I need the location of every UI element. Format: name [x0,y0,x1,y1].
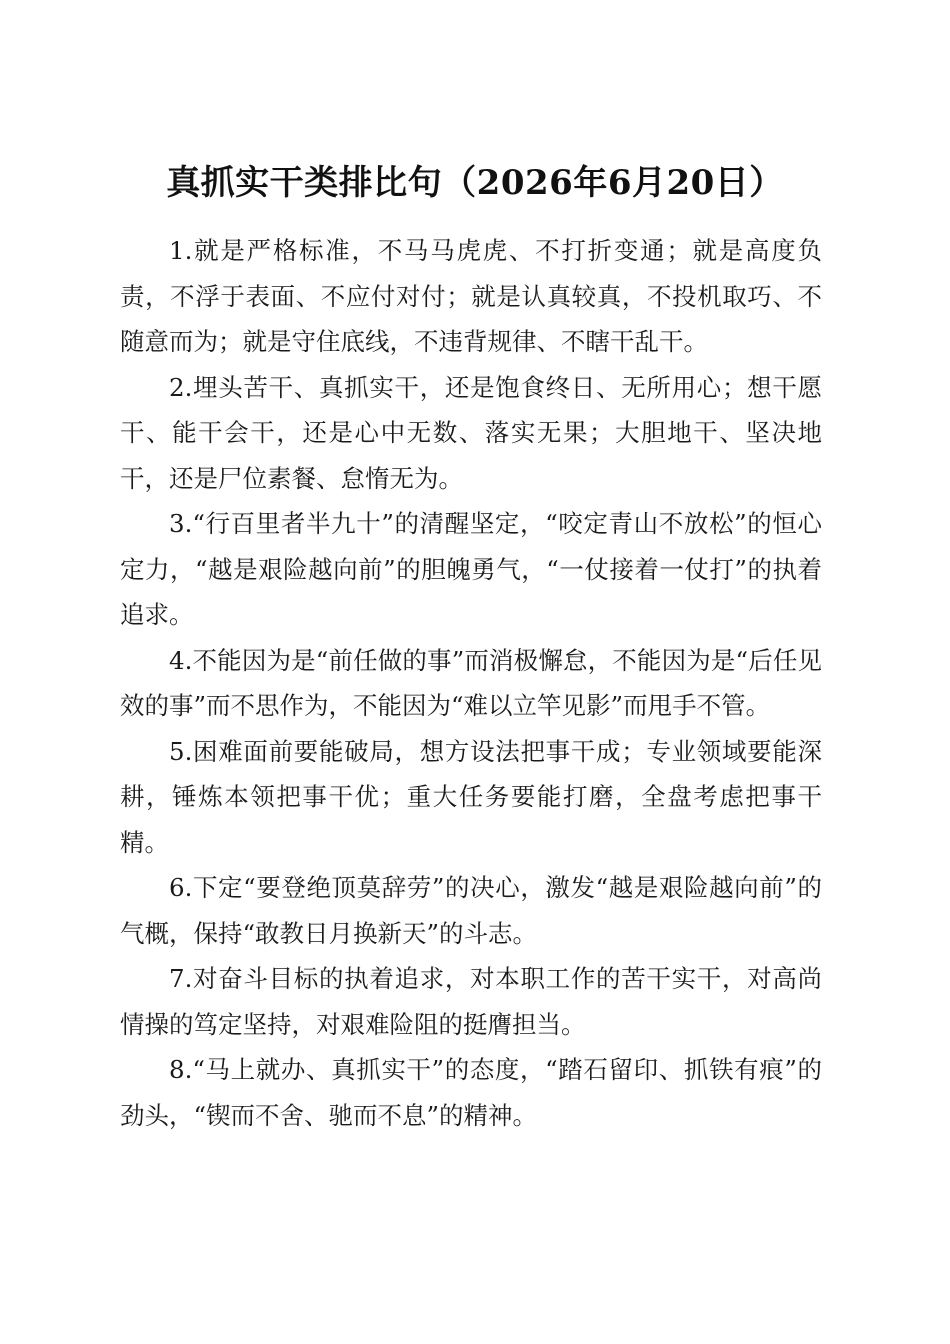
document-body [120,228,822,1138]
paragraph-2: 2.埋头苦干、真抓实干，还是饱食终日、无所用心；想干愿干、能干会干，还是心中无数、落实无果；大胆地干、坚决地干，还是尸位素餐、怠惰无为。 [120,372,822,493]
paragraph-5: 5.困难面前要能破局，想方设法把事干成；专业领域要能深耕，锤炼本领把事干优；重大任务要能打磨，全盘考虑把事干精。 [120,736,822,857]
paragraph-6: 6.下定“要登绝顶莫辞劳”的决心，激发“越是艰险越向前”的气概，保持“敢教日月换新天”的斗志。 [120,873,822,948]
paragraph-1: 1.就是严格标准，不马马虎虎、不打折变通；就是高度负责，不浮于表面、不应付对付；就是认真较真，不投机取巧、不随意而为；就是守住底线，不违背规律、不瞎干乱干。 [120,236,822,356]
paragraph-3: 3.“行百里者半九十”的清醒坚定，“咬定青山不放松”的恒心定力，“越是艰险越向前”的胆魄勇气，“一仗接着一仗打”的执着追求。 [120,509,822,629]
paragraph-4: 4.不能因为是“前任做的事”而消极懈怠，不能因为是“后任见效的事”而不思作为，不能因为“难以立竿见影”而甩手不管。 [120,645,822,720]
document-title: 真抓实干类排比句（2026年6月20日） [166,162,784,203]
paragraph-7: 7.对奋斗目标的执着追求，对本职工作的苦干实干，对高尚情操的笃定坚持，对艰难险阻的挺膺担当。 [120,964,822,1039]
paragraph-8: 8.“马上就办、真抓实干”的态度，“踏石留印、抓铁有痕”的劲头，“锲而不舍、驰而不息”的精神。 [120,1055,822,1130]
